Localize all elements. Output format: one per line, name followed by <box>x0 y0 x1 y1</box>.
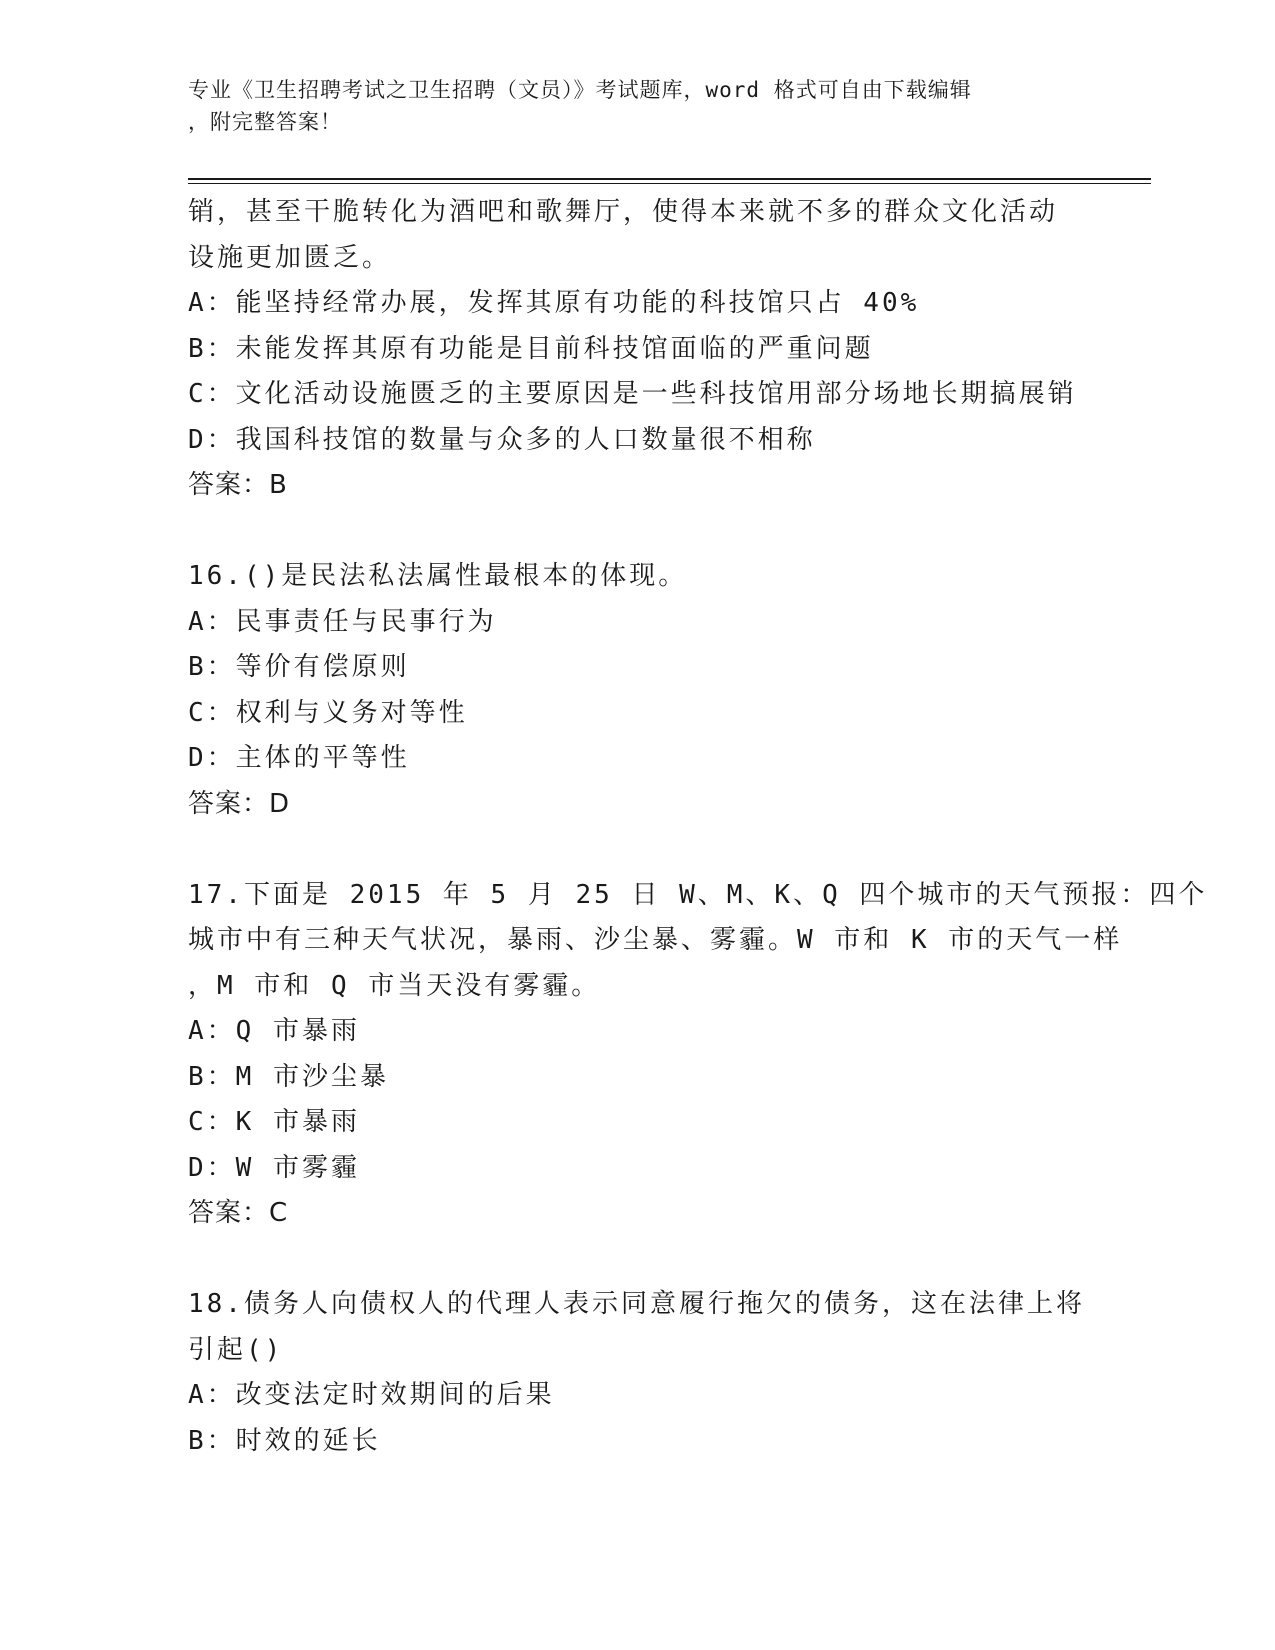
option-c: C：文化活动设施匮乏的主要原因是一些科技馆用部分场地长期搞展销 <box>188 379 1077 409</box>
option-d: D：主体的平等性 <box>188 743 410 773</box>
option-c: C：权利与义务对等性 <box>188 697 468 728</box>
option-d: D：W 市雾霾 <box>188 1152 360 1183</box>
option-a: A：改变法定时效期间的后果 <box>188 1380 555 1410</box>
header-line-1: 专业《卫生招聘考试之卫生招聘（文员）》考试题库，word 格式可自由下载编辑 <box>188 78 972 102</box>
document-header <box>188 74 1088 138</box>
question-stem-line: 17.下面是 2015 年 5 月 25 日 W、M、K、Q 四个城市的天气预报：四个 <box>188 879 1208 910</box>
header-divider-thick <box>188 178 1151 180</box>
answer-label: 答案：D <box>188 788 291 819</box>
question-stem-line: 引起() <box>188 1334 284 1365</box>
question-stem-line: 18.债务人向债权人的代理人表示同意履行拖欠的债务，这在法律上将 <box>188 1289 1085 1319</box>
question-18 <box>188 1282 1088 1464</box>
option-b: B：时效的延长 <box>188 1425 381 1456</box>
question-17 <box>188 873 1208 1237</box>
option-d: D：我国科技馆的数量与众多的人口数量很不相称 <box>188 424 816 455</box>
option-b: B：M 市沙尘暴 <box>188 1061 389 1092</box>
question-stem-line: 16.()是民法私法属性最根本的体现。 <box>188 561 688 591</box>
question-15 <box>188 190 1088 509</box>
option-a: A：Q 市暴雨 <box>188 1016 360 1046</box>
header-divider-thin <box>188 183 1151 184</box>
option-b: B：未能发挥其原有功能是目前科技馆面临的严重问题 <box>188 333 874 364</box>
question-spacer <box>188 509 1088 555</box>
option-b: B：等价有偿原则 <box>188 652 410 682</box>
option-a: A：能坚持经常办展，发挥其原有功能的科技馆只占 40% <box>188 288 920 318</box>
question-stem-line: ，M 市和 Q 市当天没有雾霾。 <box>188 970 601 1001</box>
answer-label: 答案：B <box>188 470 288 500</box>
answer-label: 答案：C <box>188 1198 289 1228</box>
option-a: A：民事责任与民事行为 <box>188 606 497 637</box>
question-stem-line: 销，甚至干脆转化为酒吧和歌舞厅，使得本来就不多的群众文化活动 <box>188 197 1059 227</box>
question-spacer <box>188 827 1088 873</box>
question-spacer <box>188 1237 1088 1283</box>
question-16 <box>188 554 1088 827</box>
question-stem-line: 设施更加匮乏。 <box>188 242 392 273</box>
header-line-2: ，附完整答案！ <box>188 110 342 134</box>
question-content <box>188 190 1208 1464</box>
option-c: C：K 市暴雨 <box>188 1107 360 1137</box>
question-stem-line: 城市中有三种天气状况，暴雨、沙尘暴、雾霾。W 市和 K 市的天气一样 <box>188 925 1123 955</box>
